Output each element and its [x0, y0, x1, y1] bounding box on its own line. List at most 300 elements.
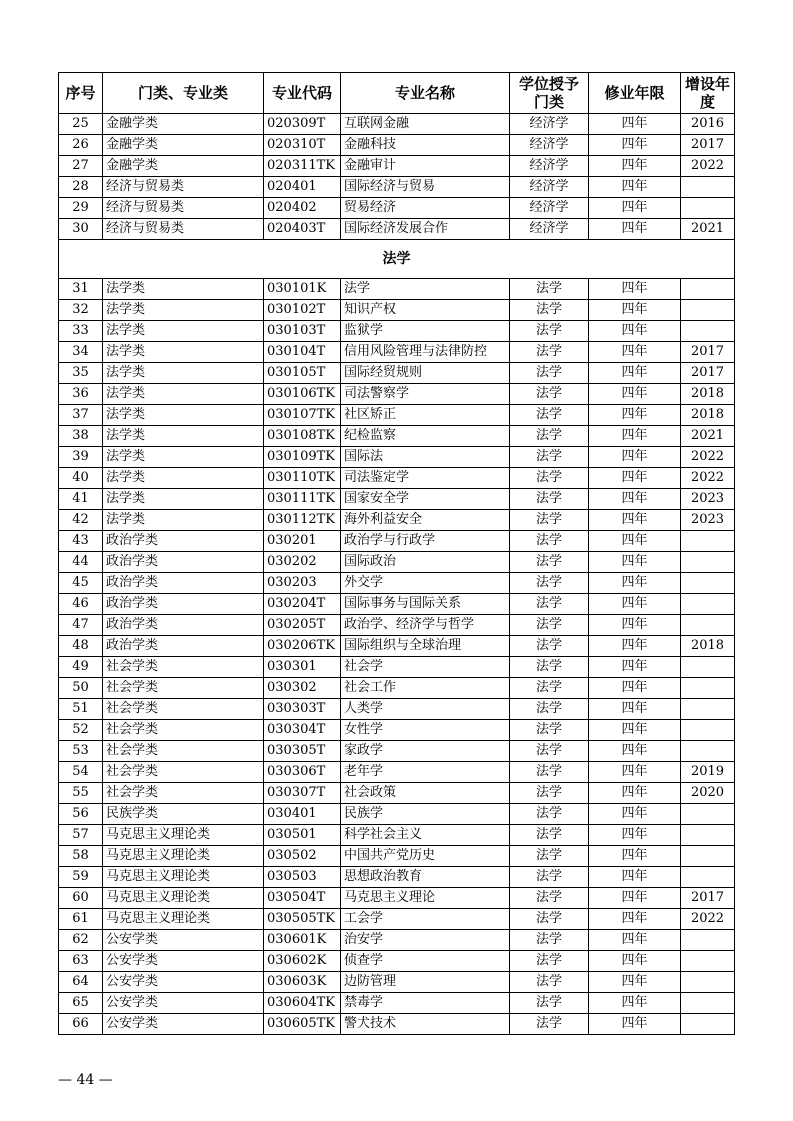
- table-row: [59, 468, 735, 489]
- cell-category: 法学类: [103, 279, 264, 300]
- table-row: [59, 741, 735, 762]
- cell-no: 58: [59, 846, 103, 867]
- table-row: [59, 867, 735, 888]
- cell-code: 020401: [264, 177, 341, 198]
- cell-category: 法学类: [103, 489, 264, 510]
- cell-category: 法学类: [103, 321, 264, 342]
- cell-years: 四年: [589, 825, 681, 846]
- cell-added: [681, 867, 735, 888]
- cell-degree: 法学: [510, 762, 589, 783]
- cell-degree: 法学: [510, 426, 589, 447]
- cell-degree: 法学: [510, 783, 589, 804]
- cell-added: 2018: [681, 405, 735, 426]
- cell-name: 金融科技: [341, 135, 510, 156]
- cell-added: [681, 804, 735, 825]
- cell-added: 2018: [681, 384, 735, 405]
- cell-name: 知识产权: [341, 300, 510, 321]
- cell-added: 2017: [681, 135, 735, 156]
- header-years: 修业年限: [589, 73, 681, 114]
- cell-no: 60: [59, 888, 103, 909]
- cell-name: 人类学: [341, 699, 510, 720]
- table-row: [59, 951, 735, 972]
- table-row: [59, 321, 735, 342]
- section-title: 法学: [59, 240, 735, 279]
- cell-category: 公安学类: [103, 951, 264, 972]
- cell-code: 030110TK: [264, 468, 341, 489]
- cell-years: 四年: [589, 135, 681, 156]
- cell-name: 治安学: [341, 930, 510, 951]
- cell-no: 50: [59, 678, 103, 699]
- cell-degree: 法学: [510, 615, 589, 636]
- cell-name: 科学社会主义: [341, 825, 510, 846]
- table-row: [59, 909, 735, 930]
- section-row: [59, 240, 735, 279]
- cell-degree: 法学: [510, 573, 589, 594]
- cell-name: 国际事务与国际关系: [341, 594, 510, 615]
- cell-name: 政治学、经济学与哲学: [341, 615, 510, 636]
- cell-category: 法学类: [103, 363, 264, 384]
- cell-category: 公安学类: [103, 1014, 264, 1035]
- cell-degree: 法学: [510, 510, 589, 531]
- cell-category: 经济与贸易类: [103, 219, 264, 240]
- cell-name: 国际经济发展合作: [341, 219, 510, 240]
- cell-years: 四年: [589, 468, 681, 489]
- cell-no: 29: [59, 198, 103, 219]
- table-row: [59, 888, 735, 909]
- table-row: [59, 720, 735, 741]
- cell-code: 030306T: [264, 762, 341, 783]
- cell-name: 女性学: [341, 720, 510, 741]
- cell-name: 国家安全学: [341, 489, 510, 510]
- cell-category: 法学类: [103, 468, 264, 489]
- cell-category: 金融学类: [103, 135, 264, 156]
- cell-years: 四年: [589, 909, 681, 930]
- cell-years: 四年: [589, 531, 681, 552]
- cell-years: 四年: [589, 156, 681, 177]
- table-row: [59, 972, 735, 993]
- table-row: [59, 783, 735, 804]
- cell-years: 四年: [589, 741, 681, 762]
- cell-degree: 法学: [510, 909, 589, 930]
- cell-name: 监狱学: [341, 321, 510, 342]
- table-row: [59, 825, 735, 846]
- cell-category: 社会学类: [103, 762, 264, 783]
- cell-category: 民族学类: [103, 804, 264, 825]
- cell-category: 社会学类: [103, 699, 264, 720]
- cell-category: 经济与贸易类: [103, 198, 264, 219]
- cell-added: 2023: [681, 489, 735, 510]
- table-row: [59, 135, 735, 156]
- table-row: [59, 489, 735, 510]
- table-body-before: [59, 114, 735, 240]
- cell-added: [681, 741, 735, 762]
- cell-degree: 法学: [510, 363, 589, 384]
- section-body: [59, 240, 735, 279]
- cell-years: 四年: [589, 930, 681, 951]
- cell-no: 47: [59, 615, 103, 636]
- cell-name: 警犬技术: [341, 1014, 510, 1035]
- cell-added: [681, 993, 735, 1014]
- cell-code: 030503: [264, 867, 341, 888]
- cell-no: 51: [59, 699, 103, 720]
- cell-name: 社会学: [341, 657, 510, 678]
- cell-years: 四年: [589, 447, 681, 468]
- cell-degree: 法学: [510, 636, 589, 657]
- cell-degree: 经济学: [510, 198, 589, 219]
- table-row: [59, 300, 735, 321]
- cell-no: 56: [59, 804, 103, 825]
- cell-category: 社会学类: [103, 783, 264, 804]
- cell-category: 政治学类: [103, 615, 264, 636]
- cell-code: 030502: [264, 846, 341, 867]
- cell-code: 030505TK: [264, 909, 341, 930]
- cell-name: 国际经贸规则: [341, 363, 510, 384]
- cell-no: 54: [59, 762, 103, 783]
- cell-code: 030101K: [264, 279, 341, 300]
- table-row: [59, 993, 735, 1014]
- cell-degree: 法学: [510, 384, 589, 405]
- cell-degree: 法学: [510, 552, 589, 573]
- cell-code: 030102T: [264, 300, 341, 321]
- cell-added: 2022: [681, 468, 735, 489]
- cell-degree: 经济学: [510, 177, 589, 198]
- cell-added: [681, 279, 735, 300]
- cell-added: 2022: [681, 909, 735, 930]
- cell-name: 侦查学: [341, 951, 510, 972]
- cell-added: 2017: [681, 342, 735, 363]
- cell-code: 020311TK: [264, 156, 341, 177]
- cell-degree: 法学: [510, 699, 589, 720]
- header-category: 门类、专业类: [103, 73, 264, 114]
- cell-degree: 法学: [510, 804, 589, 825]
- cell-years: 四年: [589, 972, 681, 993]
- cell-years: 四年: [589, 426, 681, 447]
- cell-category: 社会学类: [103, 678, 264, 699]
- cell-no: 31: [59, 279, 103, 300]
- table-row: [59, 594, 735, 615]
- header-degree: 学位授予门类: [510, 73, 589, 114]
- cell-code: 030307T: [264, 783, 341, 804]
- cell-category: 法学类: [103, 447, 264, 468]
- cell-code: 030301: [264, 657, 341, 678]
- cell-code: 020403T: [264, 219, 341, 240]
- cell-no: 48: [59, 636, 103, 657]
- cell-no: 37: [59, 405, 103, 426]
- cell-no: 45: [59, 573, 103, 594]
- cell-degree: 法学: [510, 930, 589, 951]
- table-row: [59, 657, 735, 678]
- cell-degree: 法学: [510, 888, 589, 909]
- cell-added: 2021: [681, 219, 735, 240]
- cell-years: 四年: [589, 573, 681, 594]
- cell-code: 030202: [264, 552, 341, 573]
- cell-no: 53: [59, 741, 103, 762]
- cell-added: [681, 678, 735, 699]
- cell-added: [681, 951, 735, 972]
- cell-years: 四年: [589, 762, 681, 783]
- cell-code: 030105T: [264, 363, 341, 384]
- cell-code: 030601K: [264, 930, 341, 951]
- cell-name: 社会工作: [341, 678, 510, 699]
- table-row: [59, 573, 735, 594]
- cell-added: [681, 720, 735, 741]
- table-row: [59, 762, 735, 783]
- cell-added: [681, 699, 735, 720]
- cell-added: 2023: [681, 510, 735, 531]
- cell-name: 马克思主义理论: [341, 888, 510, 909]
- cell-no: 61: [59, 909, 103, 930]
- cell-name: 禁毒学: [341, 993, 510, 1014]
- cell-years: 四年: [589, 867, 681, 888]
- cell-name: 民族学: [341, 804, 510, 825]
- cell-name: 国际政治: [341, 552, 510, 573]
- cell-added: [681, 615, 735, 636]
- cell-name: 互联网金融: [341, 114, 510, 135]
- cell-code: 030103T: [264, 321, 341, 342]
- cell-years: 四年: [589, 552, 681, 573]
- cell-category: 社会学类: [103, 741, 264, 762]
- cell-code: 030501: [264, 825, 341, 846]
- table-row: [59, 426, 735, 447]
- cell-code: 030603K: [264, 972, 341, 993]
- cell-category: 马克思主义理论类: [103, 825, 264, 846]
- cell-no: 64: [59, 972, 103, 993]
- cell-category: 马克思主义理论类: [103, 909, 264, 930]
- cell-code: 030201: [264, 531, 341, 552]
- cell-category: 社会学类: [103, 657, 264, 678]
- cell-category: 金融学类: [103, 114, 264, 135]
- cell-added: 2022: [681, 156, 735, 177]
- cell-code: 030504T: [264, 888, 341, 909]
- cell-degree: 经济学: [510, 135, 589, 156]
- table-row: [59, 156, 735, 177]
- cell-degree: 法学: [510, 342, 589, 363]
- cell-name: 中国共产党历史: [341, 846, 510, 867]
- cell-no: 44: [59, 552, 103, 573]
- cell-category: 经济与贸易类: [103, 177, 264, 198]
- cell-degree: 法学: [510, 300, 589, 321]
- cell-years: 四年: [589, 888, 681, 909]
- cell-years: 四年: [589, 678, 681, 699]
- cell-name: 外交学: [341, 573, 510, 594]
- cell-added: 2017: [681, 888, 735, 909]
- table-row: [59, 531, 735, 552]
- cell-years: 四年: [589, 1014, 681, 1035]
- cell-code: 030302: [264, 678, 341, 699]
- cell-degree: 法学: [510, 1014, 589, 1035]
- cell-years: 四年: [589, 384, 681, 405]
- cell-years: 四年: [589, 636, 681, 657]
- cell-category: 马克思主义理论类: [103, 867, 264, 888]
- cell-added: [681, 825, 735, 846]
- cell-no: 32: [59, 300, 103, 321]
- cell-name: 海外利益安全: [341, 510, 510, 531]
- cell-no: 41: [59, 489, 103, 510]
- cell-added: [681, 177, 735, 198]
- cell-years: 四年: [589, 405, 681, 426]
- cell-no: 33: [59, 321, 103, 342]
- cell-code: 030112TK: [264, 510, 341, 531]
- cell-degree: 法学: [510, 741, 589, 762]
- cell-years: 四年: [589, 363, 681, 384]
- cell-name: 家政学: [341, 741, 510, 762]
- cell-name: 思想政治教育: [341, 867, 510, 888]
- cell-category: 法学类: [103, 510, 264, 531]
- cell-degree: 法学: [510, 825, 589, 846]
- cell-added: [681, 573, 735, 594]
- cell-no: 63: [59, 951, 103, 972]
- cell-name: 司法鉴定学: [341, 468, 510, 489]
- header-added: 增设年度: [681, 73, 735, 114]
- cell-degree: 经济学: [510, 219, 589, 240]
- cell-degree: 法学: [510, 321, 589, 342]
- cell-years: 四年: [589, 510, 681, 531]
- cell-degree: 法学: [510, 846, 589, 867]
- cell-code: 030109TK: [264, 447, 341, 468]
- cell-category: 金融学类: [103, 156, 264, 177]
- cell-no: 52: [59, 720, 103, 741]
- cell-no: 36: [59, 384, 103, 405]
- cell-degree: 法学: [510, 678, 589, 699]
- cell-degree: 经济学: [510, 114, 589, 135]
- cell-added: [681, 321, 735, 342]
- cell-no: 46: [59, 594, 103, 615]
- cell-years: 四年: [589, 342, 681, 363]
- table-row: [59, 279, 735, 300]
- cell-category: 政治学类: [103, 636, 264, 657]
- cell-category: 法学类: [103, 405, 264, 426]
- cell-added: 2019: [681, 762, 735, 783]
- cell-degree: 经济学: [510, 156, 589, 177]
- cell-code: 030203: [264, 573, 341, 594]
- cell-category: 公安学类: [103, 930, 264, 951]
- cell-no: 66: [59, 1014, 103, 1035]
- cell-years: 四年: [589, 846, 681, 867]
- cell-category: 公安学类: [103, 972, 264, 993]
- cell-no: 59: [59, 867, 103, 888]
- cell-years: 四年: [589, 993, 681, 1014]
- cell-degree: 法学: [510, 993, 589, 1014]
- table-row: [59, 699, 735, 720]
- cell-code: 030604TK: [264, 993, 341, 1014]
- table-row: [59, 804, 735, 825]
- cell-name: 国际组织与全球治理: [341, 636, 510, 657]
- cell-degree: 法学: [510, 531, 589, 552]
- table-row: [59, 510, 735, 531]
- cell-years: 四年: [589, 198, 681, 219]
- cell-code: 030108TK: [264, 426, 341, 447]
- table-row: [59, 447, 735, 468]
- cell-degree: 法学: [510, 720, 589, 741]
- cell-added: [681, 198, 735, 219]
- cell-name: 国际经济与贸易: [341, 177, 510, 198]
- cell-code: 030104T: [264, 342, 341, 363]
- cell-years: 四年: [589, 720, 681, 741]
- cell-name: 老年学: [341, 762, 510, 783]
- cell-added: 2022: [681, 447, 735, 468]
- table-row: [59, 177, 735, 198]
- cell-name: 政治学与行政学: [341, 531, 510, 552]
- cell-years: 四年: [589, 219, 681, 240]
- cell-degree: 法学: [510, 867, 589, 888]
- cell-name: 社区矫正: [341, 405, 510, 426]
- cell-no: 42: [59, 510, 103, 531]
- cell-years: 四年: [589, 114, 681, 135]
- cell-category: 政治学类: [103, 573, 264, 594]
- cell-years: 四年: [589, 594, 681, 615]
- cell-code: 030204T: [264, 594, 341, 615]
- cell-category: 法学类: [103, 426, 264, 447]
- cell-no: 40: [59, 468, 103, 489]
- cell-code: 020309T: [264, 114, 341, 135]
- cell-code: 030205T: [264, 615, 341, 636]
- cell-added: 2021: [681, 426, 735, 447]
- cell-category: 法学类: [103, 342, 264, 363]
- cell-added: 2020: [681, 783, 735, 804]
- cell-no: 30: [59, 219, 103, 240]
- cell-years: 四年: [589, 279, 681, 300]
- cell-name: 法学: [341, 279, 510, 300]
- cell-degree: 法学: [510, 468, 589, 489]
- cell-added: [681, 1014, 735, 1035]
- header-name: 专业名称: [341, 73, 510, 114]
- table-row: [59, 198, 735, 219]
- cell-degree: 法学: [510, 405, 589, 426]
- table-row: [59, 636, 735, 657]
- cell-name: 工会学: [341, 909, 510, 930]
- cell-name: 国际法: [341, 447, 510, 468]
- cell-name: 司法警察学: [341, 384, 510, 405]
- table-row: [59, 405, 735, 426]
- cell-no: 49: [59, 657, 103, 678]
- majors-table: [58, 72, 735, 1035]
- cell-no: 39: [59, 447, 103, 468]
- cell-category: 马克思主义理论类: [103, 846, 264, 867]
- cell-degree: 法学: [510, 951, 589, 972]
- cell-category: 政治学类: [103, 552, 264, 573]
- cell-code: 030303T: [264, 699, 341, 720]
- cell-degree: 法学: [510, 279, 589, 300]
- cell-name: 纪检监察: [341, 426, 510, 447]
- cell-code: 020310T: [264, 135, 341, 156]
- cell-added: [681, 594, 735, 615]
- cell-category: 政治学类: [103, 531, 264, 552]
- cell-no: 26: [59, 135, 103, 156]
- cell-no: 38: [59, 426, 103, 447]
- cell-code: 030111TK: [264, 489, 341, 510]
- table-row: [59, 342, 735, 363]
- table-row: [59, 384, 735, 405]
- cell-degree: 法学: [510, 972, 589, 993]
- cell-name: 贸易经济: [341, 198, 510, 219]
- cell-name: 边防管理: [341, 972, 510, 993]
- table-row: [59, 930, 735, 951]
- cell-degree: 法学: [510, 489, 589, 510]
- table-row: [59, 219, 735, 240]
- cell-added: [681, 657, 735, 678]
- cell-added: [681, 531, 735, 552]
- cell-years: 四年: [589, 699, 681, 720]
- cell-code: 020402: [264, 198, 341, 219]
- cell-years: 四年: [589, 783, 681, 804]
- cell-years: 四年: [589, 321, 681, 342]
- cell-added: [681, 300, 735, 321]
- header-code: 专业代码: [264, 73, 341, 114]
- table-row: [59, 678, 735, 699]
- table-row: [59, 114, 735, 135]
- cell-no: 55: [59, 783, 103, 804]
- cell-code: 030305T: [264, 741, 341, 762]
